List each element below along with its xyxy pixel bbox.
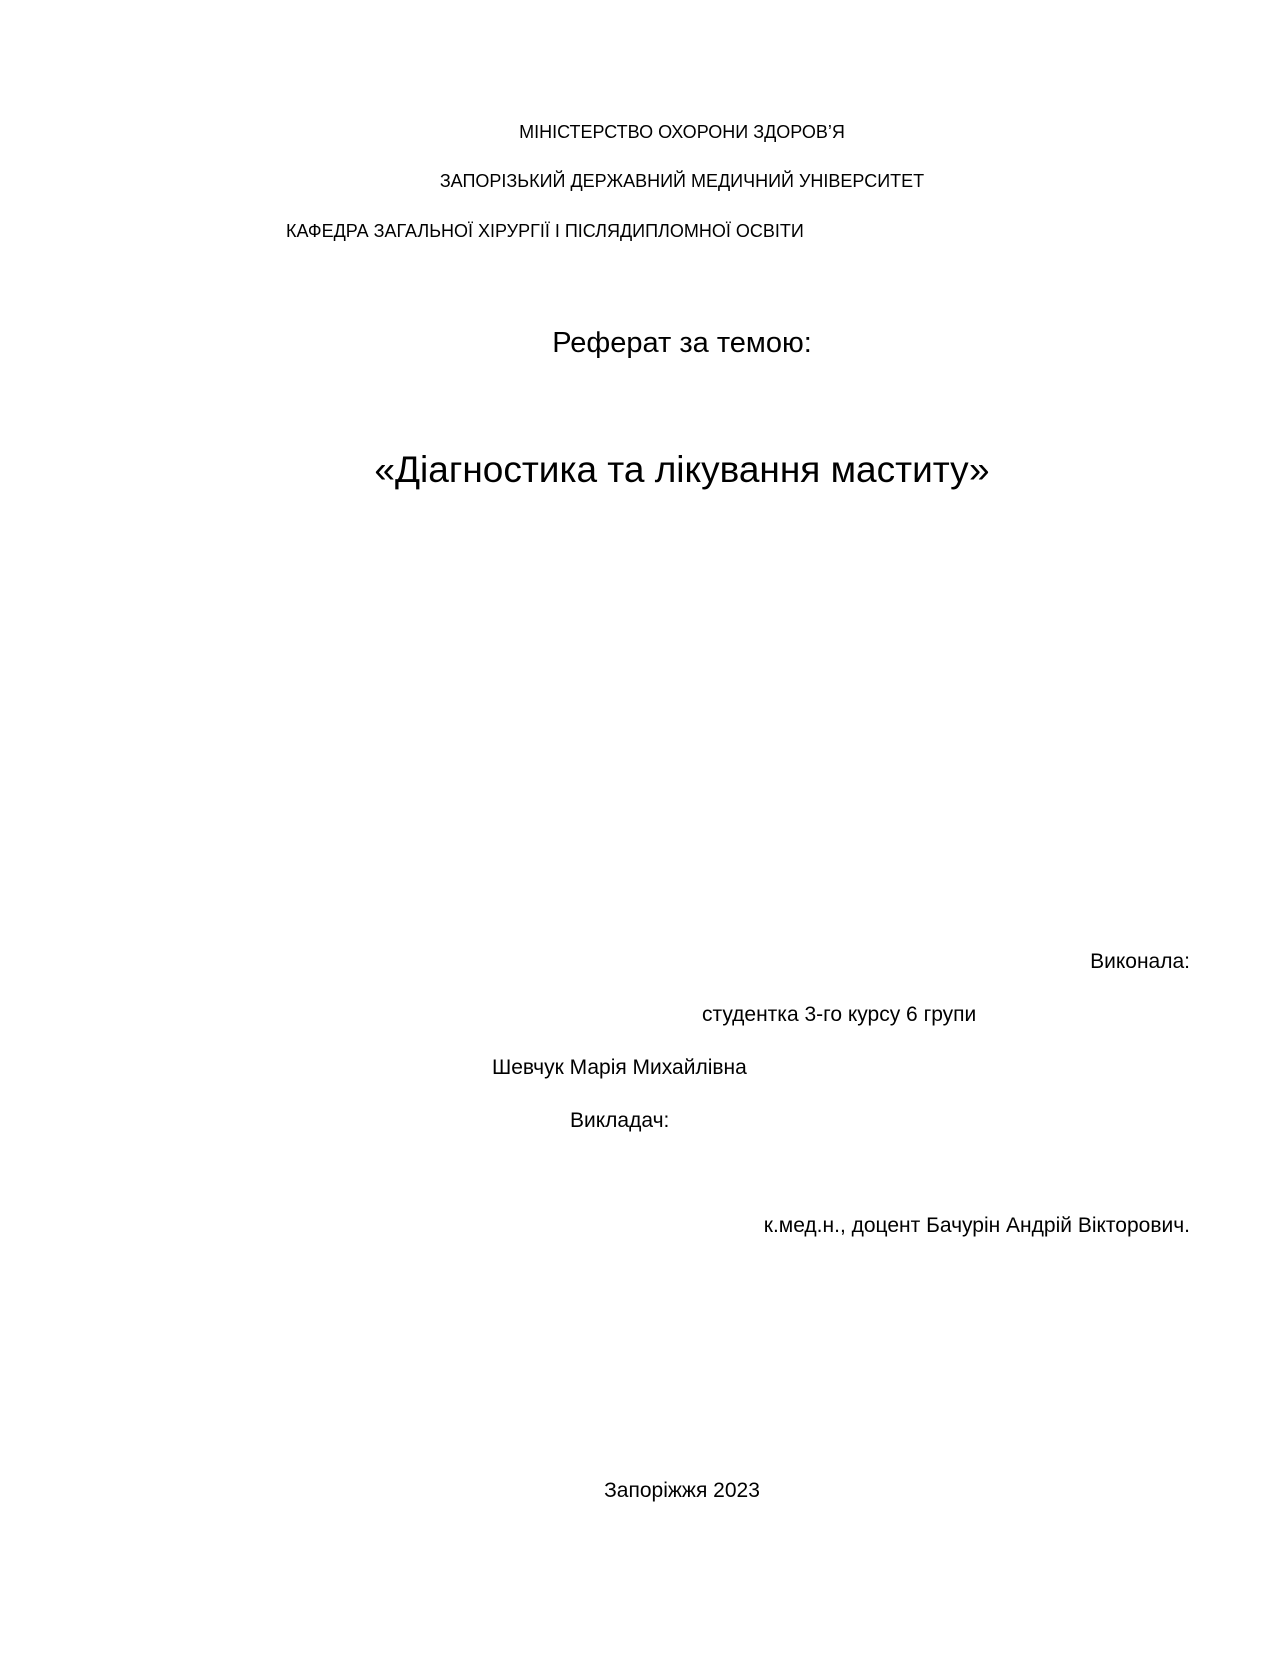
student-name: Шевчук Марія Михайлівна (492, 1056, 747, 1079)
city-year: Запоріжжя 2023 (604, 1479, 760, 1502)
ministry-heading: МІНІСТЕРСТВО ОХОРОНИ ЗДОРОВ’Я (519, 122, 845, 142)
report-title: «Діагностика та лікування маститу» (374, 449, 990, 490)
teacher-label: Викладач: (570, 1109, 670, 1132)
student-info: студентка 3-го курсу 6 групи (702, 1003, 977, 1026)
performed-label: Виконала: (1090, 950, 1190, 973)
department-heading: КАФЕДРА ЗАГАЛЬНОЇ ХІРУРГІЇ І ПІСЛЯДИПЛОМНОЇ ОСВІТИ (286, 221, 804, 241)
university-heading: ЗАПОРІЗЬКИЙ ДЕРЖАВНИЙ МЕДИЧНИЙ УНІВЕРСИТЕТ (439, 171, 925, 191)
report-subject-label: Реферат за темою: (552, 327, 812, 359)
teacher-name: к.мед.н., доцент Бачурін Андрій Вікторович. (763, 1214, 1190, 1237)
